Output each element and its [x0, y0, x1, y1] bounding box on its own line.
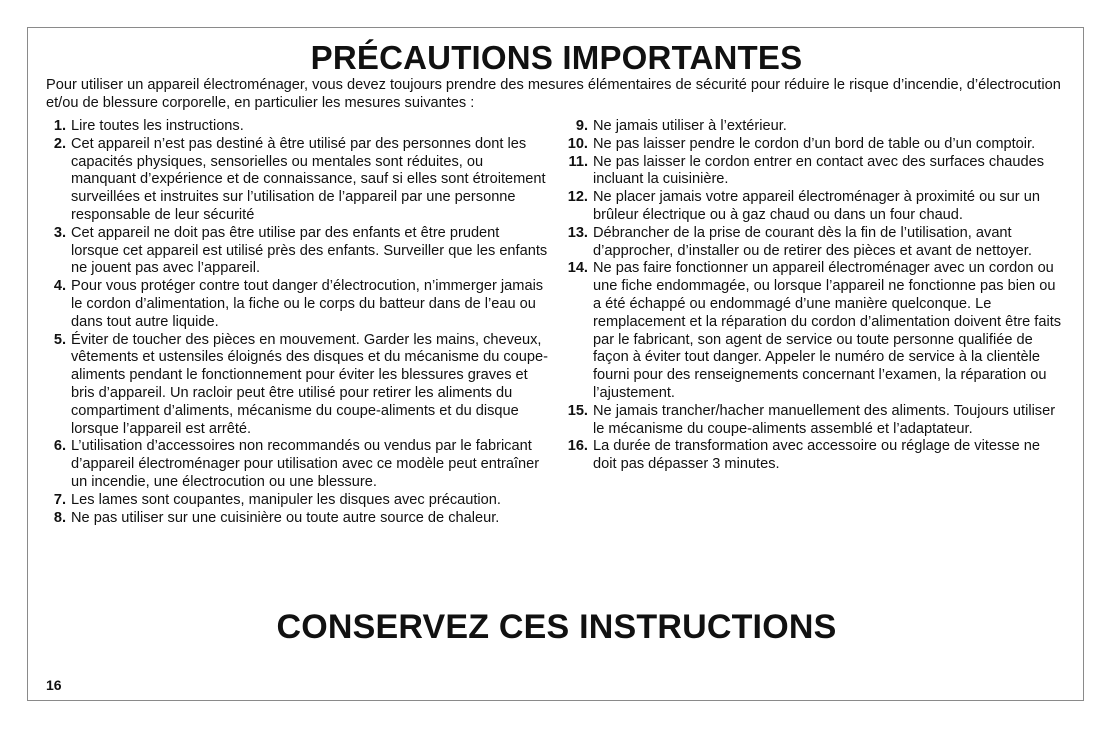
precaution-item-7	[46, 492, 551, 510]
precaution-item-12	[564, 189, 1064, 225]
item-number: 12.	[567, 189, 588, 206]
item-number: 15.	[567, 402, 588, 419]
item-text: Éviter de toucher des pièces en mouvement. Garder les mains, cheveux, vêtements et ustensiles éloignés des disques et du mécanisme du coupe-aliments pendant le fonctionnement pour éviter les blessures graves et bris d’appareil. Un racloir peut être utilisé pour retirer les aliments du compartiment d’aliments, mécanisme du coupe-aliments et du disque lorsque l’appareil est arrêté.	[71, 331, 549, 437]
item-text: Cet appareil ne doit pas être utilise par des enfants et être prudent lorsque cet appareil est utilisé près des enfants. Surveiller que les enfants ne jouent pas avec l’appareil.	[71, 224, 548, 277]
precaution-item-14	[564, 260, 1064, 402]
item-text: Ne jamais utiliser à l’extérieur.	[593, 118, 787, 134]
precaution-item-16	[564, 438, 1064, 474]
precaution-item-13	[564, 225, 1064, 261]
precaution-item-11	[564, 154, 1064, 190]
item-text: Débrancher de la prise de courant dès la fin de l’utilisation, avant d’approcher, d’installer ou de retirer des pièces et avant de nettoyer.	[593, 224, 1032, 259]
item-number: 6.	[53, 438, 66, 455]
precaution-item-8	[46, 510, 551, 528]
item-number: 11.	[568, 153, 588, 170]
item-text: Ne jamais trancher/hacher manuellement des aliments. Toujours utiliser le mécanisme du coupe-aliments assemblé et l’adaptateur.	[593, 402, 1056, 437]
item-number: 5.	[53, 331, 66, 348]
item-text: Ne pas laisser pendre le cordon d’un bord de table ou d’un comptoir.	[593, 135, 1036, 152]
precaution-item-9	[564, 118, 1064, 136]
item-text: Ne pas laisser le cordon entrer en contact avec des surfaces chaudes incluant la cuisinière.	[593, 153, 1045, 188]
precaution-item-6	[46, 438, 551, 491]
precaution-item-3	[46, 225, 551, 278]
item-number: 1.	[53, 118, 66, 134]
item-number: 10.	[567, 135, 588, 152]
page-title: PRÉCAUTIONS IMPORTANTES	[310, 39, 803, 76]
item-number: 8.	[53, 509, 66, 526]
item-number: 7.	[53, 491, 66, 508]
item-number: 4.	[53, 278, 66, 295]
item-number: 9.	[575, 118, 588, 134]
item-text: L’utilisation d’accessoires non recommandés ou vendus par le fabricant d’appareil électroménager pour utilisation avec ce modèle peut entraîner un incendie, une électrocution ou une blessure.	[71, 438, 540, 490]
item-text: Les lames sont coupantes, manipuler les disques avec précaution.	[71, 491, 501, 508]
item-number: 2.	[53, 135, 66, 152]
footer-title: CONSERVEZ CES INSTRUCTIONS	[276, 608, 837, 646]
item-number: 3.	[53, 224, 66, 241]
item-text: Ne placer jamais votre appareil électroménager à proximité ou sur un brûleur électrique ou à gaz chaud ou dans un four chaud.	[593, 189, 1040, 223]
precaution-item-15	[564, 403, 1064, 439]
item-text: Ne pas faire fonctionner un appareil électroménager avec un cordon ou une fiche endommagée, ou lorsque l’appareil ne fonctionne pas bien ou a été échappé ou endommagé d’une manière quelconque. Le remplacement et la réparation du cordon d’alimentation doivent être faits par le fabricant, son agent de service ou toute personne qualifiée de façon à éviter tout danger. Appeler le numéro de service à la clientèle fourni pour des renseignements concernant l’examen, la réparation ou l’ajustement.	[593, 260, 1062, 401]
item-number: 13.	[567, 224, 588, 241]
precautions-list-left	[46, 118, 551, 527]
item-text: La durée de transformation avec accessoire ou réglage de vitesse ne doit pas dépasser 3 minutes.	[593, 438, 1040, 473]
intro-paragraph: Pour utiliser un appareil électroménager, vous devez toujours prendre des mesures élémentaires de sécurité pour réduire le risque d’incendie, d’électrocution et/ou de blessure corporelle, en particulier les mesures suivantes :	[46, 77, 1061, 111]
item-text: Ne pas utiliser sur une cuisinière ou toute autre source de chaleur.	[71, 509, 500, 526]
precaution-item-2	[46, 136, 551, 225]
precaution-item-4	[46, 278, 551, 331]
item-number: 16.	[567, 438, 588, 455]
precaution-item-1	[46, 118, 551, 136]
item-text: Pour vous protéger contre tout danger d’électrocution, n’immerger jamais le cordon d’alimentation, la fiche ou le corps du batteur dans de l’eau ou dans tout autre liquide.	[71, 278, 544, 330]
page-number: 16	[46, 677, 62, 693]
item-text: Cet appareil n’est pas destiné à être utilisé par des personnes dont les capacités physiques, sensorielles ou mentales sont réduites, ou manquant d’expérience et de connaissance, sauf si elles sont étroitement surveillées et instruites sur l’utilisation de l’appareil par une personne responsable de leur sécurité	[71, 135, 546, 223]
precaution-item-10	[564, 136, 1064, 154]
precaution-item-5	[46, 332, 551, 439]
item-text: Lire toutes les instructions.	[71, 118, 244, 134]
item-number: 14.	[567, 260, 588, 277]
precautions-list-right	[564, 118, 1064, 474]
